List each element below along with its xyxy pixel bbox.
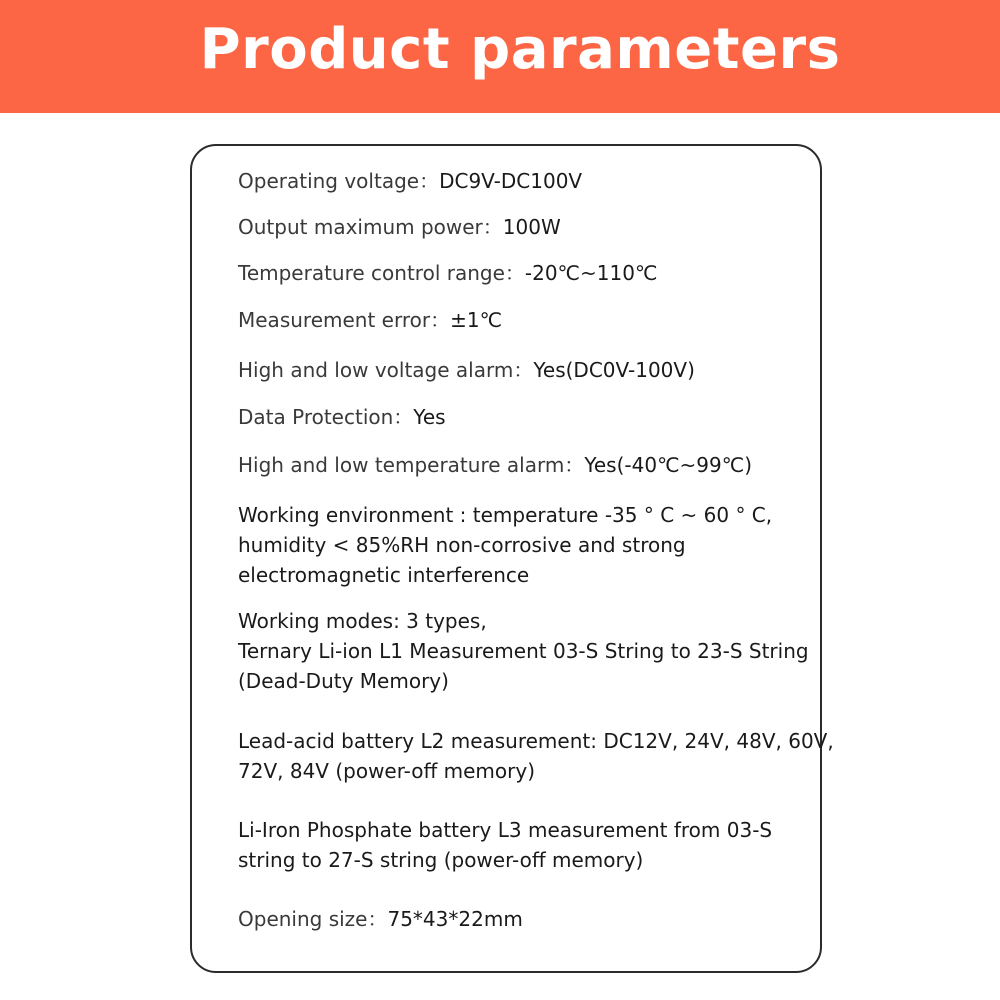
param-value: Yes(-40℃~99℃): [584, 453, 752, 477]
param-value: DC9V-DC100V: [439, 169, 583, 193]
lead-acid-measurement: [238, 726, 834, 786]
param-label: Data Protection：: [238, 405, 414, 429]
working-modes: [238, 606, 809, 696]
text-line: (Dead-Duty Memory): [238, 669, 449, 693]
param-label: Operating voltage：: [238, 169, 440, 193]
param-measurement-error: [238, 305, 502, 335]
param-label: Output maximum power：: [238, 215, 503, 239]
param-temperature-range: [238, 258, 657, 288]
param-value: 100W: [502, 215, 561, 239]
text-line: 72V, 84V (power-off memory): [238, 759, 536, 783]
param-operating-voltage: [238, 166, 582, 196]
text-line: Li-Iron Phosphate battery L3 measurement from 03-S: [238, 818, 773, 842]
text-line: Lead-acid battery L2 measurement: DC12V, 24V, 48V, 60V,: [238, 729, 834, 753]
param-temperature-alarm: [238, 450, 752, 480]
param-output-max-power: [238, 212, 561, 242]
param-value: Yes: [413, 405, 446, 429]
page-title: Product parameters: [199, 17, 841, 82]
param-value: 75*43*22mm: [387, 907, 523, 931]
param-value: -20℃~110℃: [524, 261, 658, 285]
param-voltage-alarm: [238, 355, 695, 385]
param-label: High and low temperature alarm：: [238, 453, 585, 477]
param-opening-size: [238, 904, 523, 934]
li-iron-measurement: [238, 815, 772, 875]
working-environment: [238, 500, 772, 590]
text-line: Working modes: 3 types,: [238, 609, 487, 633]
param-value: Yes(DC0V-100V): [533, 358, 695, 382]
param-data-protection: [238, 402, 446, 432]
text-line: string to 27-S string (power-off memory): [238, 848, 644, 872]
param-value: ±1℃: [450, 308, 503, 332]
param-label: Opening size：: [238, 907, 388, 931]
param-label: High and low voltage alarm：: [238, 358, 534, 382]
text-line: humidity < 85%RH non-corrosive and strong: [238, 533, 686, 557]
text-line: Working environment : temperature -35 ° C ~ 60 ° C,: [238, 503, 773, 527]
param-label: Measurement error：: [238, 308, 451, 332]
header-banner: [0, 0, 1000, 113]
text-line: electromagnetic interference: [238, 563, 530, 587]
text-line: Ternary Li-ion L1 Measurement 03-S String to 23-S String: [238, 639, 809, 663]
param-label: Temperature control range：: [238, 261, 525, 285]
